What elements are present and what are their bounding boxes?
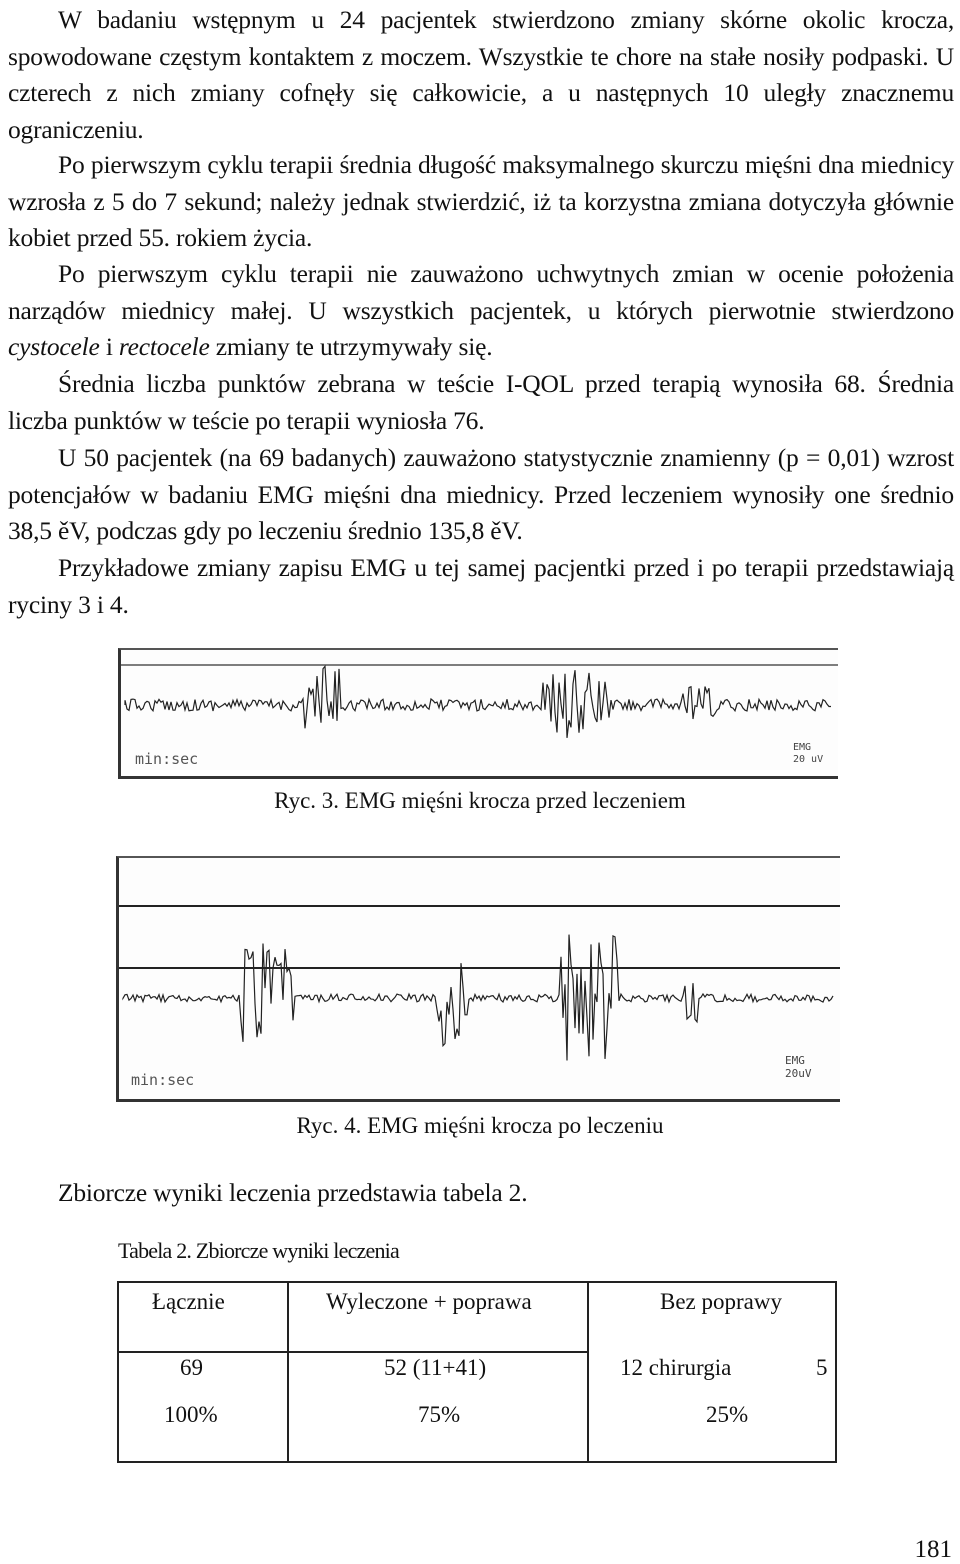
figure-3-caption: Ryc. 3. EMG mięśni krocza przed leczeniem	[274, 788, 686, 813]
paragraph-skin-changes: W badaniu wstępnym u 24 pacjentek stwierdzono zmiany skórne okolic krocza, spowodowane częstym kontaktem z moczem. Wszystkie te chore na stałe nosiły podpaski. U czterech z nich zmiany cofnęły się całkowicie, a u następnych 10 uległy znacznemu ograniczeniu.	[8, 5, 954, 144]
page-number: 181	[914, 1536, 952, 1563]
header-cured-improved: Wyleczone + poprawa	[326, 1289, 532, 1314]
figure-3-emg-scale: EMG 20 uV	[793, 742, 824, 765]
emg-signal-line	[123, 935, 833, 1061]
figure-4-time-label: min:sec	[131, 1071, 195, 1089]
cell-cured-count: 52 (11+41)	[384, 1355, 487, 1380]
cell-total-percent: 100%	[164, 1402, 218, 1427]
paragraph-organ-position: Po pierwszym cyklu terapii nie zauważono uchwytnych zmian w ocenie położenia narządów miednicy małej. U wszystkich pacjentek, u których pierwotnie stwierdzono cystocele i rectocele zmiany te utrzymywały się.	[8, 259, 954, 361]
figure-4-caption: Ryc. 4. EMG mięśni krocza po leczeniu	[296, 1113, 664, 1138]
cell-cured-percent: 75%	[418, 1402, 461, 1427]
paragraph-muscle-contraction: Po pierwszym cyklu terapii średnia długość maksymalnego skurczu mięśni dna miednicy wzrosła z 5 do 7 sekund; należy jednak stwierdzić, iż ta korzystna zmiana dotyczyła głównie kobiet przed 55. rokiem życia.	[8, 150, 954, 252]
emg-trace-before	[121, 650, 838, 776]
cell-total-count: 69	[180, 1355, 203, 1380]
emg-trace-after	[119, 858, 840, 1099]
term-rectocele: rectocele	[118, 332, 210, 361]
emg-signal-line	[125, 666, 831, 738]
header-no-improvement: Bez poprawy	[660, 1289, 782, 1314]
summary-sentence: Zbiorcze wyniki leczenia przedstawia tabela 2.	[58, 1178, 528, 1207]
figure-4-emg-scale: EMG 20uV	[785, 1054, 812, 1080]
figure-3-time-label: min:sec	[135, 750, 199, 768]
term-cystocele: cystocele	[8, 332, 100, 361]
cell-no-improvement-percent: 25%	[706, 1402, 749, 1427]
cell-other-count: 5	[816, 1355, 828, 1380]
figure-3-emg-before	[118, 648, 838, 779]
paragraph-figure-reference: Przykładowe zmiany zapisu EMG u tej samej pacjentki przed i po terapii przedstawiają ryciny 3 i 4.	[8, 553, 954, 619]
figure-4-emg-after	[116, 856, 840, 1102]
cell-surgery-count: 12 chirurgia	[620, 1355, 732, 1380]
paragraph-emg-results: U 50 pacjentek (na 69 badanych) zauważono statystycznie znamienny (p = 0,01) wzrost potencjałów w badaniu EMG mięśni dna miednicy. Przed leczeniem wynosiły one średnio 38,5 ěV, podczas gdy po leczeniu średnio 135,8 ěV.	[8, 443, 954, 545]
paragraph-iqol-score: Średnia liczba punktów zebrana w teście I-QOL przed terapią wynosiła 68. Średnia liczba punktów w teście po terapii wyniosła 76.	[8, 369, 954, 435]
table-2-title: Tabela 2. Zbiorcze wyniki leczenia	[118, 1238, 399, 1263]
header-total: Łącznie	[152, 1289, 225, 1314]
